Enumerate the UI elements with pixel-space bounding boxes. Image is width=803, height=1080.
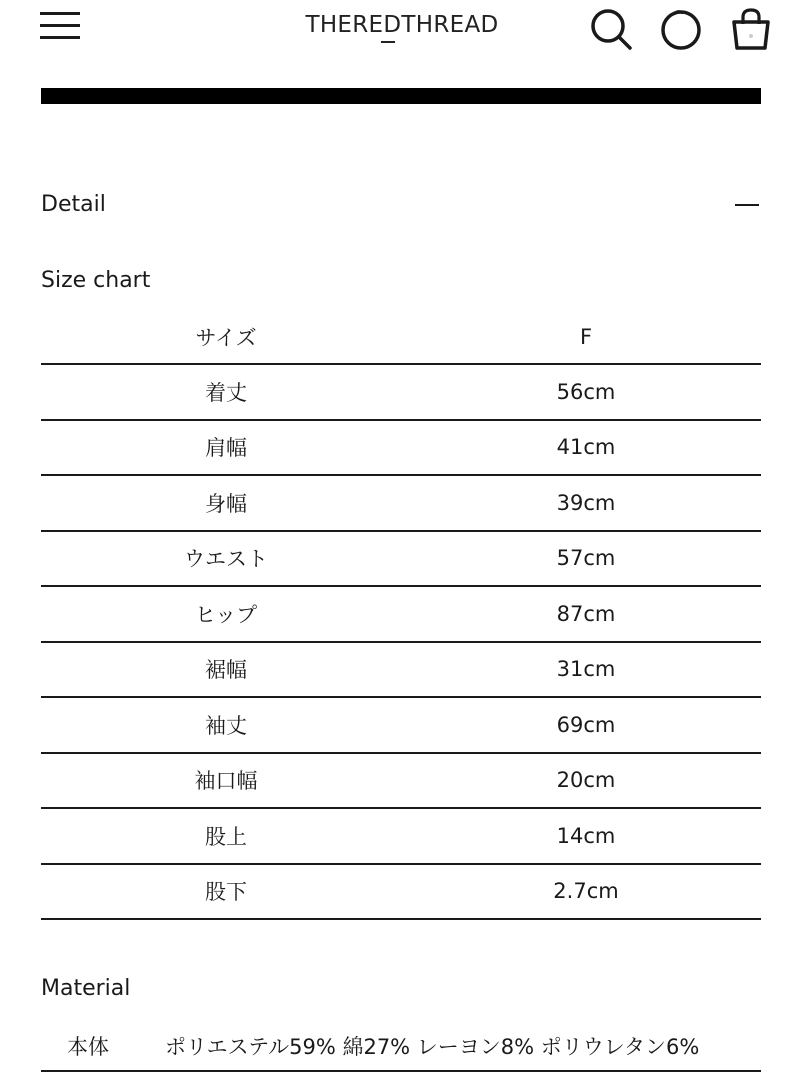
size-row-value: 14cm <box>556 823 616 848</box>
site-header <box>0 0 803 60</box>
menu-line <box>40 12 80 15</box>
brand-logo-mark <box>381 41 395 43</box>
size-row-label: ヒップ <box>194 602 258 627</box>
size-row-label: 袖口幅 <box>194 769 258 794</box>
table-row <box>41 643 761 699</box>
size-row-label: 股下 <box>205 880 247 905</box>
size-row-value: 69cm <box>556 712 616 737</box>
material-title: Material <box>41 976 131 1001</box>
size-row-label: 身幅 <box>205 491 247 516</box>
section-divider-bar <box>41 88 761 104</box>
size-row-value: 57cm <box>556 546 616 571</box>
search-icon[interactable] <box>588 6 634 52</box>
table-row <box>41 587 761 643</box>
table-row <box>41 754 761 810</box>
brand-logo[interactable]: THEREDTHREAD <box>305 12 499 38</box>
size-row-value: 41cm <box>556 435 616 460</box>
material-value: ポリエステル59% 綿27% レーヨン8% ポリウレタン6% <box>165 1035 700 1059</box>
size-row-label: 着丈 <box>205 380 247 405</box>
size-header-label: サイズ <box>195 325 257 350</box>
size-header-value: F <box>579 324 593 349</box>
hamburger-menu-icon[interactable] <box>40 10 80 42</box>
table-row <box>41 421 761 477</box>
material-label: 本体 <box>67 1035 109 1059</box>
size-chart-table <box>41 310 761 920</box>
size-row-value: 2.7cm <box>553 879 619 904</box>
table-row <box>41 809 761 865</box>
material-row <box>41 1020 761 1072</box>
size-row-label: 股上 <box>205 824 247 849</box>
shopping-bag-icon[interactable] <box>728 6 774 52</box>
size-row-label: ウエスト <box>184 547 268 572</box>
size-row-value: 39cm <box>556 490 616 515</box>
size-row-value: 31cm <box>556 657 616 682</box>
size-row-label: 裾幅 <box>205 658 247 683</box>
size-row-value: 56cm <box>556 379 616 404</box>
menu-line <box>40 24 80 27</box>
detail-accordion-toggle[interactable] <box>41 190 761 222</box>
table-row <box>41 365 761 421</box>
size-table-header-row <box>41 310 761 365</box>
size-row-label: 肩幅 <box>205 436 247 461</box>
table-row <box>41 865 761 921</box>
account-icon[interactable] <box>658 6 704 52</box>
table-row <box>41 532 761 588</box>
size-chart-title: Size chart <box>41 268 151 293</box>
menu-line <box>40 36 80 39</box>
table-row <box>41 698 761 754</box>
size-row-value: 87cm <box>556 601 616 626</box>
minus-icon[interactable] <box>735 204 759 206</box>
table-row <box>41 476 761 532</box>
size-row-value: 20cm <box>556 768 616 793</box>
size-row-label: 袖丈 <box>205 713 247 738</box>
detail-title: Detail <box>41 192 106 217</box>
